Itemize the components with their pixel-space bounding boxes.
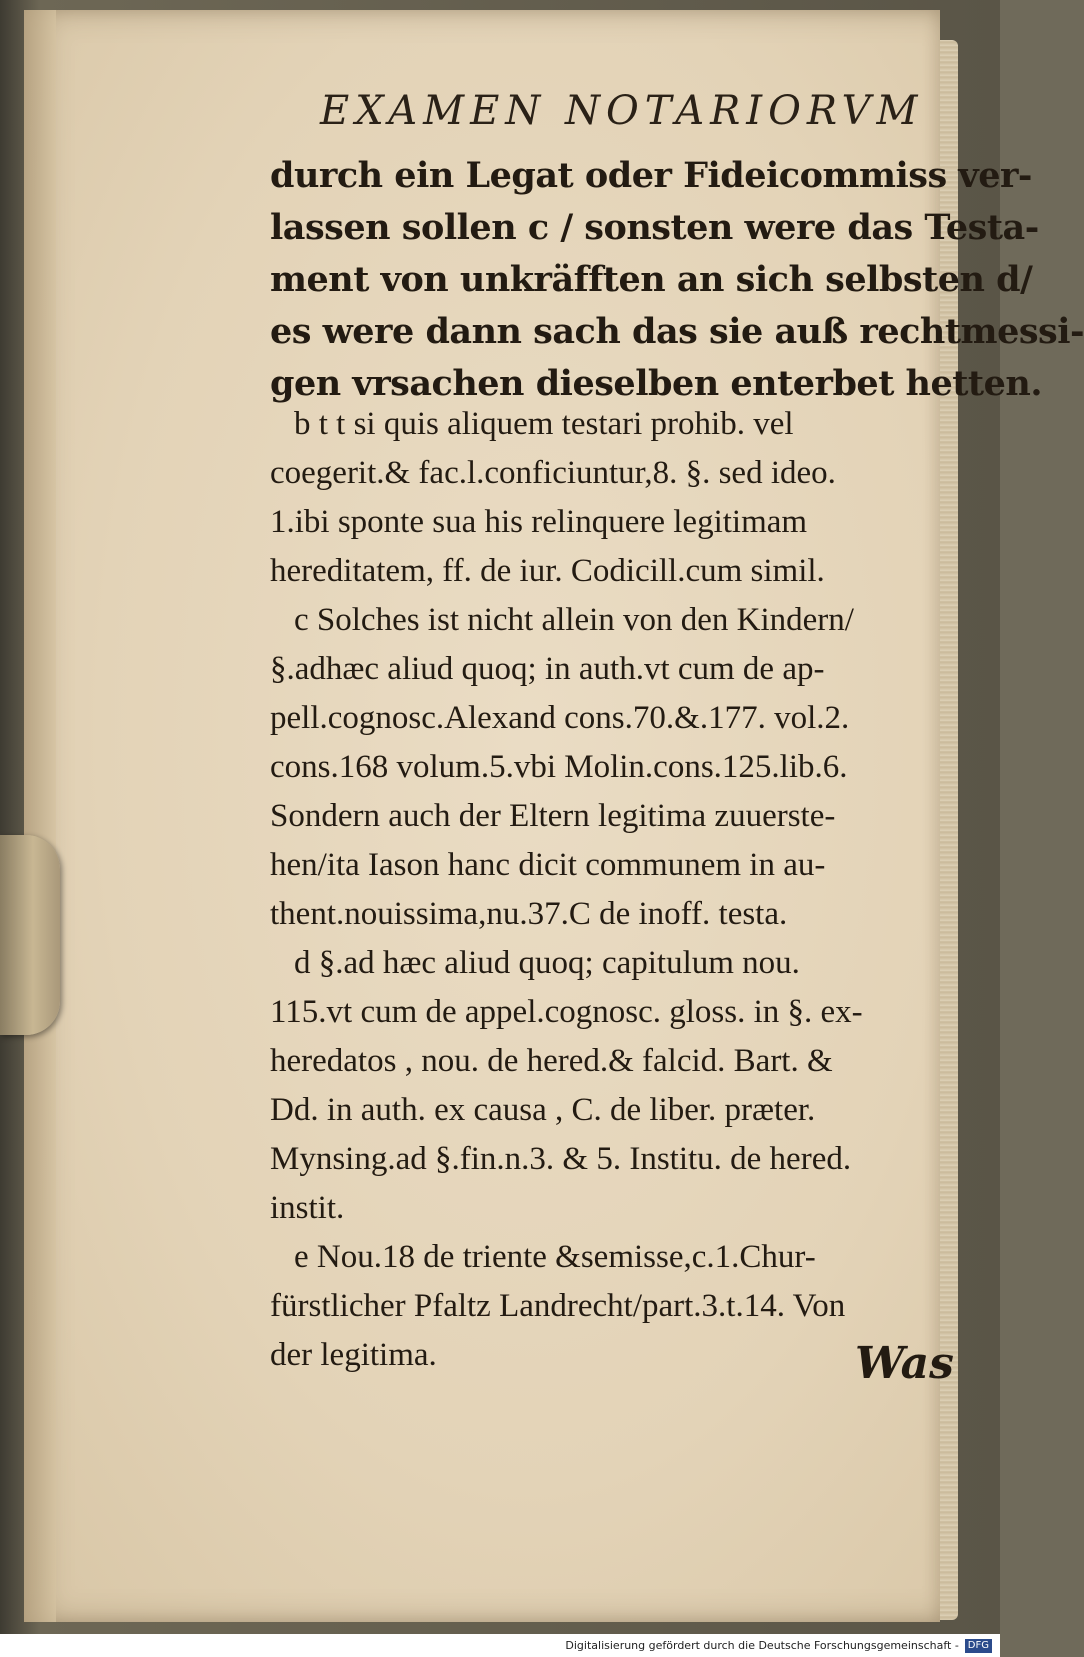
running-title: EXAMEN NOTARIORVM [320, 88, 924, 134]
footnote-line: hereditatem, ff. de iur. Codicill.cum simil. [270, 553, 825, 589]
footnote-line: cons.168 volum.5.vbi Molin.cons.125.lib.6. [270, 749, 848, 785]
dfg-logo-icon: DFG [965, 1639, 992, 1653]
footnote-b [270, 400, 960, 596]
footnote-line: §.adhæc aliud quoq; in auth.vt cum de ap- [270, 651, 825, 687]
footnote-line: Sondern auch der Eltern legitima zuuerste- [270, 798, 836, 834]
main-text-block [270, 150, 1084, 410]
footnote-line: fürstlicher Pfaltz Landrecht/part.3.t.14. Von [270, 1288, 846, 1324]
text-line: durch ein Legat oder Fideicommiss ver- [270, 155, 1032, 196]
footnote-line: der legitima. [270, 1337, 437, 1373]
text-line: ment von unkräfften an sich selbsten d/ [270, 259, 1033, 300]
text-line: lassen sollen c / sonsten were das Testa- [270, 207, 1039, 248]
footnote-line: hen/ita Iason hanc dicit communem in au- [270, 847, 826, 883]
footnote-line: c Solches ist nicht allein von den Kindern/ [294, 602, 854, 638]
footnote-line: heredatos , nou. de hered.& falcid. Bart. & [270, 1043, 833, 1079]
footnote-line: thent.nouissima,nu.37.C de inoff. testa. [270, 896, 788, 932]
binding-gutter [24, 10, 56, 1622]
footnote-line: instit. [270, 1190, 345, 1226]
footnote-line: Dd. in auth. ex causa , C. de liber. præter. [270, 1092, 816, 1128]
digitization-footer [0, 1634, 1000, 1657]
footnote-line: e Nou.18 de triente &semisse,c.1.Chur- [294, 1239, 816, 1275]
footnote-line: Mynsing.ad §.fin.n.3. & 5. Institu. de hered. [270, 1141, 852, 1177]
footer-text: Digitalisierung gefördert durch die Deutsche Forschungsgemeinschaft - [565, 1639, 959, 1652]
footnote-line: 1.ibi sponte sua his relinquere legitimam [270, 504, 808, 540]
footnote-line: d §.ad hæc aliud quoq; capitulum nou. [294, 945, 800, 981]
text-line: gen vrsachen dieselben enterbet hetten. [270, 363, 1042, 404]
footnote-c [270, 596, 960, 939]
footnote-line: b t t si quis aliquem testari prohib. vel [294, 406, 794, 442]
footnote-line: coegerit.& fac.l.conficiuntur,8. §. sed ideo. [270, 455, 836, 491]
book-clasp [0, 835, 60, 1035]
catchword: Was [855, 1338, 954, 1389]
footnote-line: 115.vt cum de appel.cognosc. gloss. in §. ex- [270, 994, 863, 1030]
footnote-line: pell.cognosc.Alexand cons.70.&.177. vol.2. [270, 700, 850, 736]
text-line: es were dann sach das sie auß rechtmessi- [270, 311, 1084, 352]
footnote-d [270, 939, 960, 1233]
